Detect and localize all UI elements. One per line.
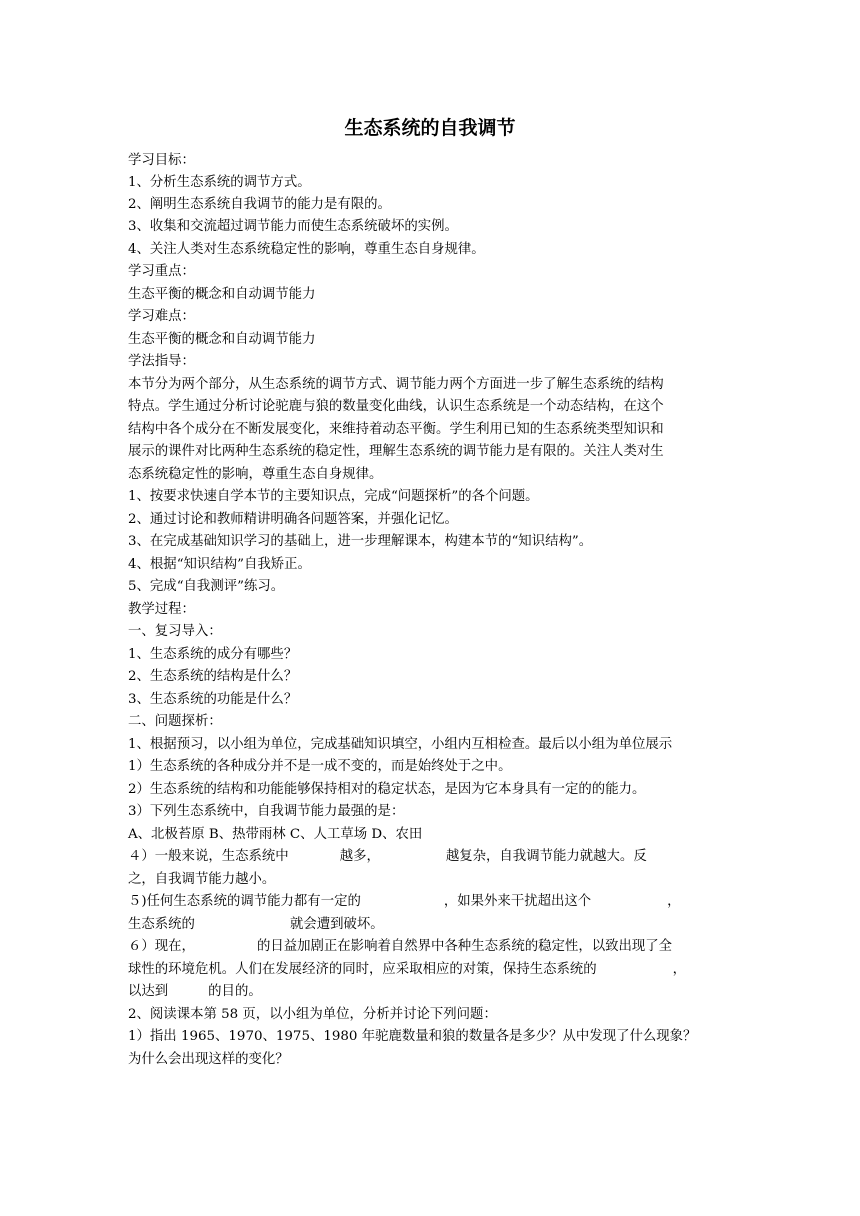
text-line: 本节分为两个部分，从生态系统的调节方式、调节能力两个方面进一步了解生态系统的结构 [128,377,664,392]
text-line: 1）指出 1965、1970、1975、1980 年驼鹿数量和狼的数量各是多少？从中发现了什么现象？ [128,1029,697,1044]
fill-in-line [128,915,384,935]
text-line: 1、按要求快速自学本节的主要知识点，完成“问题探析”的各个问题。 [128,489,539,504]
text-line: 2、通过讨论和教师精讲明确各问题答案，并强化记忆。 [128,512,458,527]
text-line: 学法指导： [128,354,195,369]
document-title: 生态系统的自我调节 [344,117,516,139]
text-line: 2、生态系统的结构是什么？ [128,669,298,684]
text-line: A、北极苔原 B、热带雨林 C、人工草场 D、农田 [128,827,423,842]
text-line: 教学过程： [128,602,195,617]
q4-part-a: ４）一般来说，生态系统中 [128,849,289,864]
text-line: 3、生态系统的功能是什么？ [128,692,298,707]
q6-part-c: 球性的环境危机。人们在发展经济的同时，应采取相应的对策，保持生态系统的 [128,962,597,977]
text-line: 1、生态系统的成分有哪些？ [128,647,298,662]
fill-in-line [128,847,647,867]
text-line: 2）生态系统的结构和功能能够保持相对的稳定状态，是因为它本身具有一定的的能力。 [128,782,646,797]
q5-part-e: 就会遭到破坏。 [289,917,384,932]
text-line: 特点。学生通过分析讨论驼鹿与狼的数量变化曲线，认识生态系统是一个动态结构，在这个 [128,399,664,414]
text-line: 2、阐明生态系统自我调节的能力是有限的。 [128,197,391,212]
q5-part-a: ５)任何生态系统的调节能力都有一定的 [128,894,361,909]
fill-in-line [128,892,681,912]
text-line: 1）生态系统的各种成分并不是一成不变的，而是始终处于之中。 [128,759,512,774]
text-line: 1、分析生态系统的调节方式。 [128,175,311,190]
q6-part-a: ６）现在， [128,939,195,954]
text-line: 学习难点： [128,309,195,324]
fill-in-line [128,937,672,957]
text-line: 2、阅读课本第 58 页，以小组为单位，分析并讨论下列问题： [128,1007,497,1022]
text-line: 3）下列生态系统中，自我调节能力最强的是： [128,804,405,819]
text-line: 1、根据预习，以小组为单位，完成基础知识填空，小组内互相检查。最后以小组为单位展示 [128,737,673,752]
q6-part-d: ， [672,962,687,977]
fill-in-line [128,960,686,980]
q5-part-c: ， [667,894,681,909]
text-line: 4、关注人类对生态系统稳定性的影响，尊重生态自身规律。 [128,242,485,257]
fill-in-line [128,982,262,1002]
text-line: 一、复习导入： [128,624,222,639]
text-line: 生态平衡的概念和自动调节能力 [128,287,316,302]
text-line: 为什么会出现这样的变化？ [128,1052,289,1067]
text-line: 结构中各个成分在不断发展变化，来维持着动态平衡。学生利用已知的生态系统类型知识和 [128,422,664,437]
q6-part-f: 的目的。 [208,984,262,999]
text-line: 之，自我调节能力越小。 [128,872,276,887]
text-line: 生态平衡的概念和自动调节能力 [128,332,316,347]
text-line: 学习重点： [128,264,195,279]
text-line: 态系统稳定性的影响，尊重生态自身规律。 [128,467,383,482]
q4-part-c: 越复杂，自我调节能力就越大。反 [445,849,647,864]
text-line: 二、问题探析： [128,714,222,729]
text-line: 展示的课件对比两种生态系统的稳定性，理解生态系统的调节能力是有限的。关注人类对生 [128,444,664,459]
q6-part-b: 的日益加剧正在影响着自然界中各种生态系统的稳定性，以致出现了全 [256,939,673,954]
q5-part-d: 生态系统的 [128,917,195,932]
text-line: 3、在完成基础知识学习的基础上，进一步理解课本，构建本节的“知识结构”。 [128,534,593,549]
q6-part-e: 以达到 [128,984,169,999]
text-line: 5、完成“自我测评”练习。 [128,579,285,594]
q5-part-b: ，如果外来干扰超出这个 [443,894,592,909]
text-line: 3、收集和交流超过调节能力而使生态系统破坏的实例。 [128,219,458,234]
text-line: 4、根据“知识结构”自我矫正。 [128,557,311,572]
q4-part-b: 越多， [339,849,380,864]
text-line: 学习目标： [128,153,195,168]
